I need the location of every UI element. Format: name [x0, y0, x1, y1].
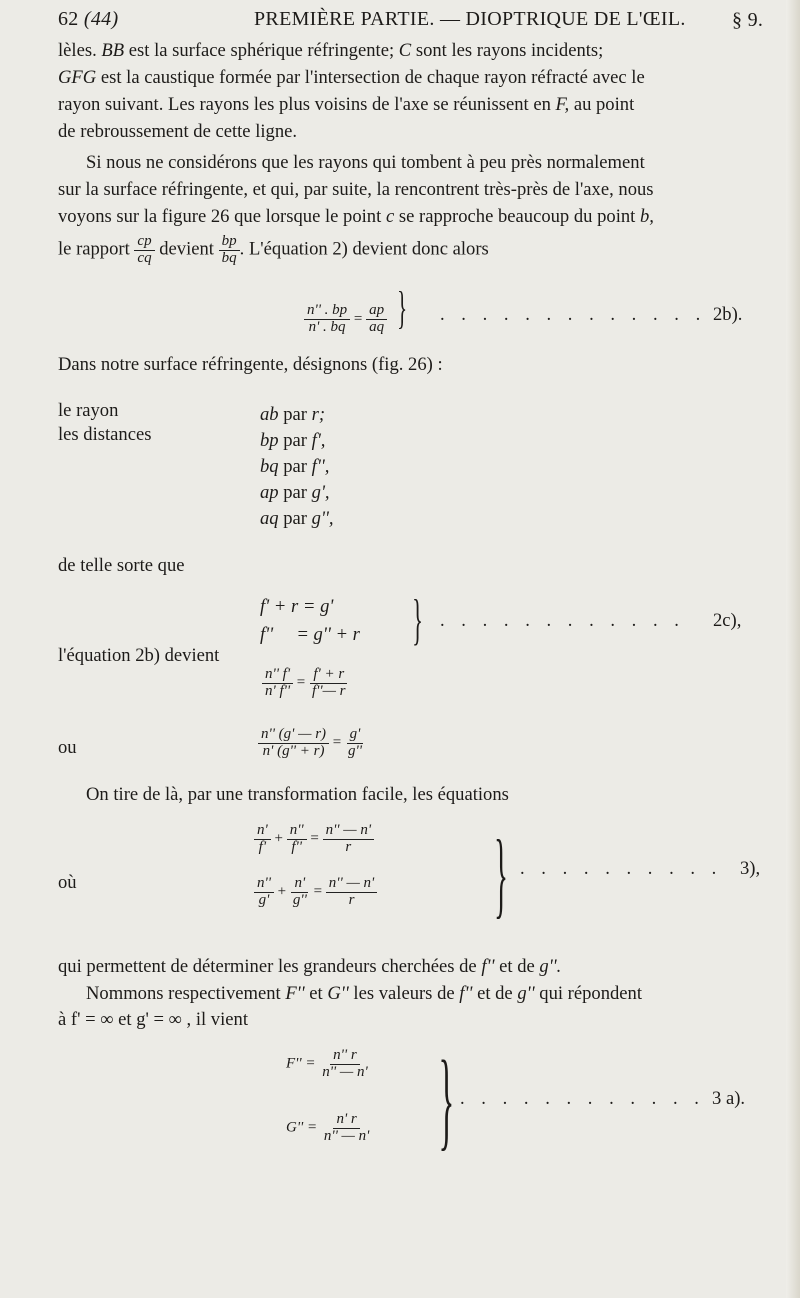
- equation-label: 2c),: [713, 610, 742, 631]
- leader-dots: . . . . . . . . . .: [520, 858, 723, 879]
- paragraph-line: Nommons respectivement F'' et G'' les valeurs de f'' et de g'' qui répondent: [86, 983, 643, 1004]
- label-distances: les distances: [58, 424, 152, 445]
- equation-3-line2: $\frac{n''}{g'}$ + $\frac{n'}{g''}$ = $\frac{n'' — n'}{r}$: [254, 876, 377, 909]
- leader-dots: . . . . . . . . . . . . .: [440, 304, 707, 325]
- definition-row: ap par g',: [260, 482, 330, 503]
- paragraph-line: sur la surface réfringente, et qui, par suite, la rencontrent très-près de l'axe, nous: [58, 179, 654, 200]
- brace: }: [438, 1038, 455, 1160]
- equation-label: 3 a).: [712, 1088, 746, 1109]
- paragraph-line: voyons sur la figure 26 que lorsque le point c se rapproche beaucoup du point b,: [58, 206, 654, 227]
- paragraph-line: GFG est la caustique formée par l'intersection de chaque rayon réfracté avec le: [58, 67, 645, 88]
- label-equation2b: l'équation 2b) devient: [58, 645, 220, 666]
- equation-2c-line2: f'' = g'' + r: [260, 624, 360, 645]
- paragraph-line: Dans notre surface réfringente, désignons (fig. 26) :: [58, 354, 443, 375]
- equation-label: 3),: [740, 858, 761, 879]
- definition-row: aq par g'',: [260, 508, 334, 529]
- label-telle: de telle sorte que: [58, 555, 185, 576]
- paragraph-line: le rapport $\frac{cp}{cq}$ devient $\frac{bp}{bq}$ . L'équation 2) devient donc alors: [58, 233, 489, 266]
- equation-2c-line1: f' + r = g': [260, 596, 334, 617]
- paragraph-line: à f' = ∞ et g' = ∞ , il vient: [58, 1009, 248, 1030]
- paragraph-line: rayon suivant. Les rayons les plus voisins de l'axe se réunissent en F, au point: [58, 94, 635, 115]
- running-title: PREMIÈRE PARTIE. — DIOPTRIQUE DE L'ŒIL.: [254, 8, 686, 30]
- definition-row: bq par f'',: [260, 456, 330, 477]
- paragraph-line: On tire de là, par une transformation facile, les équations: [86, 784, 509, 805]
- equation-3a-line2: G'' = $\frac{n' r}{n'' — n'}$: [286, 1111, 370, 1144]
- equation-2b: $\frac{n'' . bp}{n' . bq}$ = $\frac{ap}{aq}$ }: [304, 285, 413, 336]
- label-ou: ou: [58, 737, 77, 758]
- equation-deviation: $\frac{n'' f'}{n' f''}$ = $\frac{f' + r}{f''— r}$: [262, 667, 349, 700]
- paragraph-line: de rebroussement de cette ligne.: [58, 121, 298, 142]
- equation-ou: $\frac{n'' (g' — r)}{n' (g'' + r)}$ = $\frac{g'}{g''}$: [258, 727, 365, 760]
- fraction-cp-cq: $\frac{cp}{cq}$: [134, 234, 154, 267]
- definition-row: ab par r;: [260, 404, 326, 425]
- page-edge: [786, 0, 800, 1298]
- paragraph-line: lèles. BB est la surface sphérique réfringente; C sont les rayons incidents;: [58, 40, 604, 61]
- brace: }: [412, 589, 423, 651]
- equation-label: 2b).: [713, 304, 743, 325]
- fraction-bp-bq: $\frac{bp}{bq}$: [219, 234, 240, 267]
- equation-3-line1: $\frac{n'}{f'}$ + $\frac{n''}{f''}$ = $\frac{n'' — n'}{r}$: [254, 823, 374, 856]
- leader-dots: . . . . . . . . . . . .: [440, 610, 685, 631]
- leader-dots: . . . . . . . . . . . .: [460, 1088, 705, 1109]
- paragraph-line: Si nous ne considérons que les rayons qui tombent à peu près normalement: [86, 152, 645, 173]
- definition-row: bp par f',: [260, 430, 326, 451]
- equation-3a-line1: F'' = $\frac{n'' r}{n'' — n'}$: [286, 1047, 368, 1080]
- label-where: où: [58, 872, 77, 893]
- paragraph-line: qui permettent de déterminer les grandeurs cherchées de f'' et de g''.: [58, 956, 562, 977]
- label-rayon: le rayon: [58, 400, 119, 421]
- section-number: § 9.: [732, 9, 764, 31]
- page-number: 62 (44): [58, 8, 119, 30]
- brace: }: [494, 820, 508, 927]
